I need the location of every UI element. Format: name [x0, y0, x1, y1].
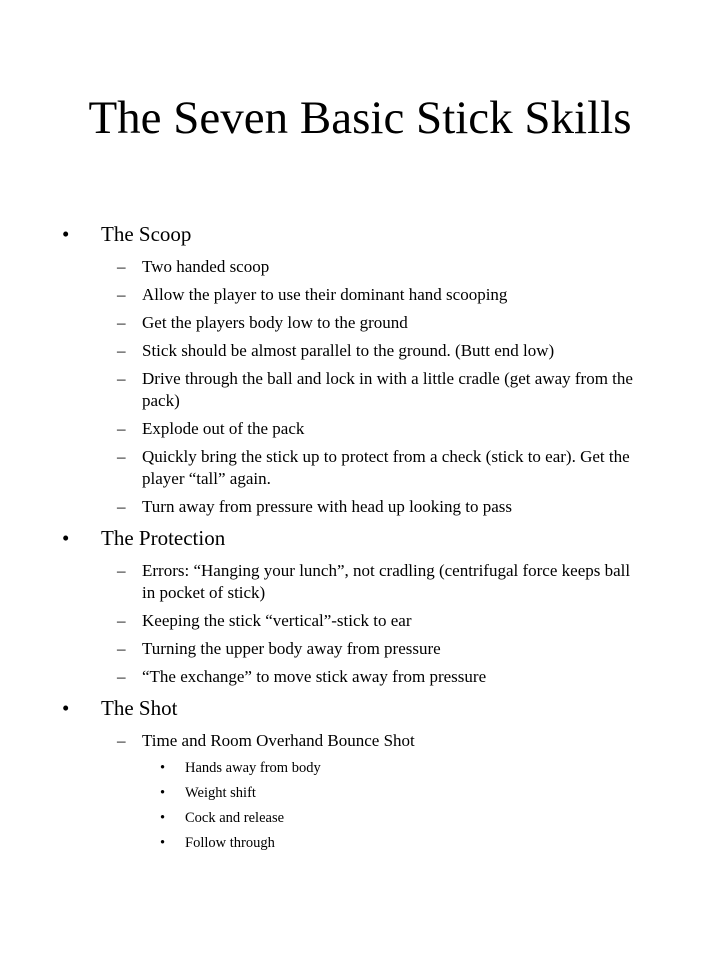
bullet-icon: • — [62, 222, 70, 246]
list-item — [0, 666, 720, 688]
protection-list — [0, 560, 720, 688]
shot-list — [0, 730, 720, 853]
dash-icon: – — [117, 313, 126, 332]
sub-list-item — [0, 808, 720, 828]
list-item-text: Allow the player to use their dominant hand scooping — [142, 285, 508, 304]
dash-icon: – — [117, 639, 126, 658]
dash-icon: – — [117, 419, 126, 438]
list-item-text: Drive through the ball and lock in with a little cradle (get away from the pack) — [142, 369, 633, 410]
section-heading-text: The Shot — [101, 696, 178, 720]
list-item-text: Explode out of the pack — [142, 419, 305, 438]
list-item-text: Quickly bring the stick up to protect from a check (stick to ear). Get the player “tall” again. — [142, 447, 630, 488]
list-item — [0, 610, 720, 632]
dash-icon: – — [117, 497, 126, 516]
list-item-text: Time and Room Overhand Bounce Shot — [142, 731, 415, 750]
bullet-icon: • — [62, 696, 70, 720]
list-item-text: Turn away from pressure with head up looking to pass — [142, 497, 513, 516]
dash-icon: – — [117, 369, 126, 388]
bullet-icon: • — [160, 785, 166, 801]
bullet-icon: • — [62, 526, 70, 550]
section-heading-shot — [0, 694, 720, 722]
bullet-icon: • — [160, 760, 166, 776]
scoop-list — [0, 256, 720, 518]
section-heading-text: The Protection — [101, 526, 226, 550]
shot-sublist — [0, 758, 720, 853]
sub-list-item — [0, 758, 720, 778]
list-item — [0, 638, 720, 660]
list-item-text: Two handed scoop — [142, 257, 270, 276]
list-item-text: Errors: “Hanging your lunch”, not cradling (centrifugal force keeps ball in pocket of stick) — [142, 561, 631, 602]
sub-list-item-text: Weight shift — [185, 785, 256, 801]
section-heading-text: The Scoop — [101, 222, 192, 246]
dash-icon: – — [117, 731, 126, 750]
sub-list-item-text: Hands away from body — [185, 760, 321, 776]
list-item — [0, 446, 720, 490]
list-item-text: Turning the upper body away from pressure — [142, 639, 441, 658]
dash-icon: – — [117, 341, 126, 360]
list-item — [0, 368, 720, 412]
dash-icon: – — [117, 667, 126, 686]
list-item-text: Get the players body low to the ground — [142, 313, 408, 332]
list-item — [0, 496, 720, 518]
list-item — [0, 730, 720, 752]
sub-list-item-text: Follow through — [185, 835, 275, 851]
sub-list-item-text: Cock and release — [185, 810, 285, 826]
list-item — [0, 256, 720, 278]
list-item — [0, 284, 720, 306]
section-heading-protection — [0, 524, 720, 552]
dash-icon: – — [117, 257, 126, 276]
section-heading-scoop — [0, 220, 720, 248]
sub-list-item — [0, 783, 720, 803]
list-item — [0, 418, 720, 440]
slide-content — [0, 220, 720, 858]
dash-icon: – — [117, 611, 126, 630]
list-item-text: Keeping the stick “vertical”-stick to ear — [142, 611, 412, 630]
bullet-icon: • — [160, 810, 166, 826]
bullet-icon: • — [160, 835, 166, 851]
list-item — [0, 560, 720, 604]
list-item — [0, 340, 720, 362]
list-item — [0, 312, 720, 334]
dash-icon: – — [117, 285, 126, 304]
slide-title: The Seven Basic Stick Skills — [88, 92, 632, 144]
list-item-text: Stick should be almost parallel to the ground. (Butt end low) — [142, 341, 555, 360]
list-item-text: “The exchange” to move stick away from pressure — [142, 667, 487, 686]
dash-icon: – — [117, 447, 126, 466]
dash-icon: – — [117, 561, 126, 580]
sub-list-item — [0, 833, 720, 853]
